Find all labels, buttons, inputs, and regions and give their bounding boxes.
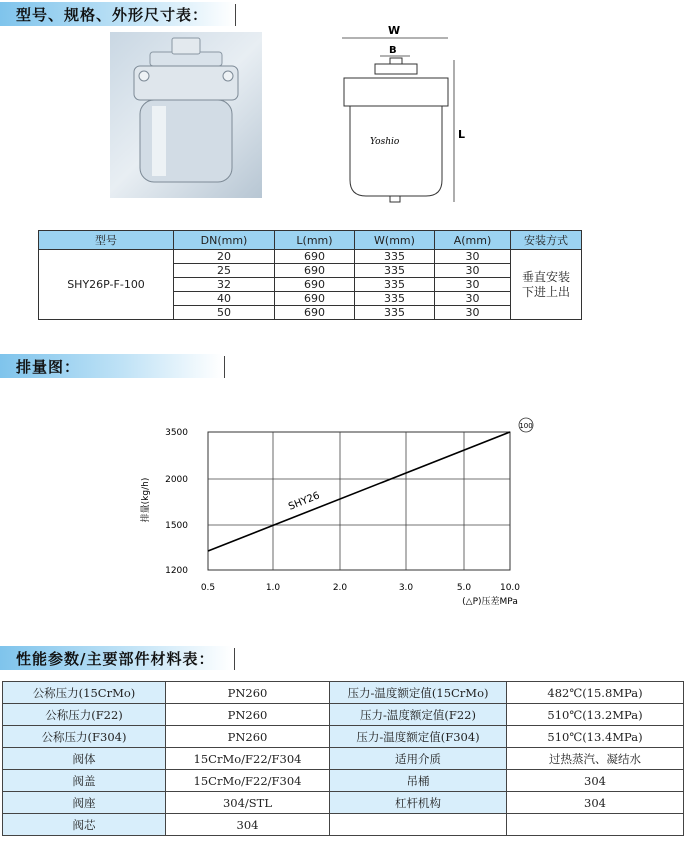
param-label: 阀芯	[3, 814, 166, 836]
param-value	[507, 814, 684, 836]
table-row	[3, 748, 684, 770]
param-label: 压力-温度额定值(15CrMo)	[330, 682, 507, 704]
header-install: 安装方式	[511, 231, 582, 250]
dn-cell: 32	[174, 278, 275, 292]
param-value: 304/STL	[166, 792, 330, 814]
param-value: 304	[507, 770, 684, 792]
a-cell: 30	[435, 278, 511, 292]
spec-table	[38, 230, 582, 320]
table-row	[3, 792, 684, 814]
param-value: PN260	[166, 726, 330, 748]
table-row	[3, 726, 684, 748]
param-label: 适用介质	[330, 748, 507, 770]
param-label: 压力-温度额定值(F22)	[330, 704, 507, 726]
l-cell: 690	[275, 292, 355, 306]
a-cell: 30	[435, 292, 511, 306]
annotation-label: 100	[519, 422, 533, 430]
section-header-materials	[0, 646, 240, 670]
section-header-dimensions	[0, 2, 240, 26]
install-cell	[511, 250, 582, 320]
l-cell: 690	[275, 278, 355, 292]
dn-cell: 40	[174, 292, 275, 306]
table-row	[3, 704, 684, 726]
x-tick-label: 2.0	[332, 583, 348, 593]
l-label: L	[458, 128, 466, 141]
a-cell: 30	[435, 250, 511, 264]
table-row	[39, 250, 582, 264]
header-dn: DN(mm)	[174, 231, 275, 250]
w-label: W	[388, 24, 401, 37]
l-cell: 690	[275, 264, 355, 278]
series-line	[208, 432, 510, 551]
install-line2: 下进上出	[521, 284, 570, 299]
w-cell: 335	[355, 292, 435, 306]
header-model: 型号	[39, 231, 174, 250]
divider	[234, 648, 235, 670]
param-label: 阀体	[3, 748, 166, 770]
material-table	[2, 681, 684, 836]
drawing-logo: Yoshio	[370, 137, 400, 147]
divider	[224, 356, 225, 378]
divider	[235, 4, 236, 26]
model-cell: SHY26P-F-100	[39, 250, 174, 320]
param-label: 公称压力(15CrMo)	[3, 682, 166, 704]
w-cell: 335	[355, 278, 435, 292]
x-tick-label: 3.0	[398, 583, 414, 593]
header-l: L(mm)	[275, 231, 355, 250]
param-label: 压力-温度额定值(F304)	[330, 726, 507, 748]
y-tick-label: 1200	[165, 566, 188, 576]
param-value: 过热蒸汽、凝结水	[507, 748, 684, 770]
param-value: 15CrMo/F22/F304	[166, 770, 330, 792]
a-cell: 30	[435, 264, 511, 278]
param-value: 510℃(13.4MPa)	[507, 726, 684, 748]
section-title: 排量图：	[16, 357, 81, 376]
dn-cell: 20	[174, 250, 275, 264]
y-axis-label: 排量(kg/h)	[141, 477, 151, 523]
x-tick-label: 0.5	[200, 583, 216, 593]
series-label: SHY26	[287, 490, 322, 513]
table-row	[3, 682, 684, 704]
table-row	[3, 770, 684, 792]
y-tick-label: 3500	[165, 428, 188, 438]
param-value: PN260	[166, 682, 330, 704]
section-header-chart	[0, 354, 230, 378]
param-label: 公称压力(F304)	[3, 726, 166, 748]
param-value: 304	[507, 792, 684, 814]
param-label: 公称压力(F22)	[3, 704, 166, 726]
w-cell: 335	[355, 250, 435, 264]
param-value: PN260	[166, 704, 330, 726]
y-tick-label: 2000	[165, 475, 188, 485]
header-w: W(mm)	[355, 231, 435, 250]
install-line1: 垂直安装	[521, 269, 570, 284]
dn-cell: 25	[174, 264, 275, 278]
param-label: 阀盖	[3, 770, 166, 792]
x-axis-label: (△P)压差MPa	[462, 597, 518, 607]
b-label: B	[389, 45, 397, 56]
param-label	[330, 814, 507, 836]
plot-frame	[208, 432, 510, 570]
dimension-drawing	[330, 20, 470, 210]
spec-header-row	[39, 231, 582, 250]
param-value: 304	[166, 814, 330, 836]
param-value: 482℃(15.8MPa)	[507, 682, 684, 704]
x-tick-label: 5.0	[456, 583, 472, 593]
w-cell: 335	[355, 306, 435, 320]
x-tick-label: 1.0	[265, 583, 281, 593]
param-value: 510℃(13.2MPa)	[507, 704, 684, 726]
dn-cell: 50	[174, 306, 275, 320]
header-a: A(mm)	[435, 231, 511, 250]
param-value: 15CrMo/F22/F304	[166, 748, 330, 770]
steam-trap-photo	[110, 32, 262, 198]
y-tick-label: 1500	[165, 521, 188, 531]
x-tick-label: 10.0	[499, 583, 521, 593]
w-cell: 335	[355, 264, 435, 278]
param-label: 杠杆机构	[330, 792, 507, 814]
section-title: 型号、规格、外形尺寸表：	[16, 5, 209, 24]
table-row	[3, 814, 684, 836]
capacity-chart	[130, 410, 550, 620]
chart-svg	[130, 410, 550, 620]
product-photo	[110, 32, 262, 198]
a-cell: 30	[435, 306, 511, 320]
l-cell: 690	[275, 306, 355, 320]
param-label: 阀座	[3, 792, 166, 814]
section-title: 性能参数/主要部件材料表：	[16, 649, 215, 668]
l-cell: 690	[275, 250, 355, 264]
param-label: 吊桶	[330, 770, 507, 792]
